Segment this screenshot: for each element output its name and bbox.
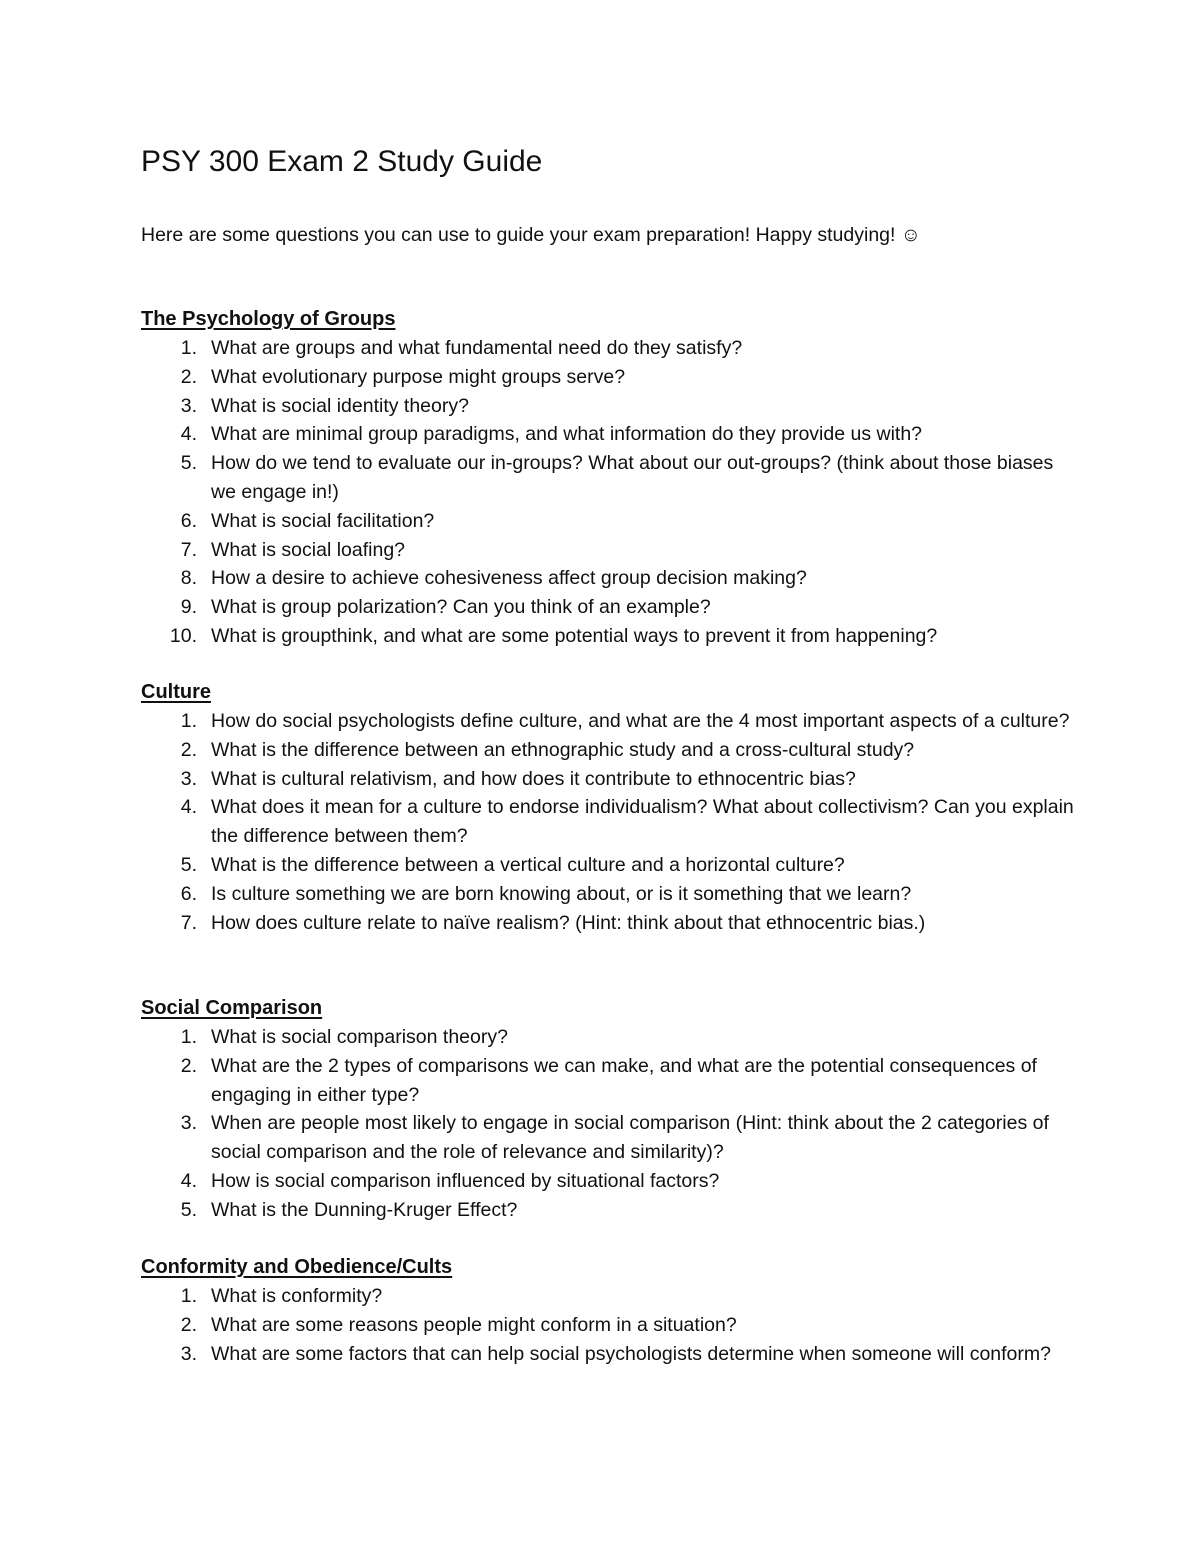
- item-number: 2.: [180, 365, 197, 388]
- item-number: 3.: [180, 1112, 197, 1135]
- section-culture: [141, 678, 1081, 937]
- question-text: What is social facilitation?: [211, 509, 435, 532]
- item-number: 5.: [180, 853, 197, 876]
- section-heading: The Psychology of Groups: [141, 308, 396, 330]
- question-text: What is social identity theory?: [211, 394, 469, 417]
- list-item: [141, 1196, 1081, 1225]
- item-number: 3.: [180, 1342, 197, 1365]
- list-item: [141, 880, 1081, 909]
- question-list: [141, 1282, 1081, 1368]
- list-item: [141, 736, 1081, 765]
- list-item: [141, 1340, 1081, 1369]
- question-list: [141, 334, 1081, 651]
- question-text: What are some reasons people might conform in a situation?: [211, 1313, 737, 1336]
- question-text: What does it mean for a culture to endorse individualism? What about collectivism? Can you explain the difference between them?: [211, 796, 1074, 848]
- item-number: 3.: [180, 394, 197, 417]
- question-text: What is the difference between a vertical culture and a horizontal culture?: [211, 853, 845, 876]
- question-text: What is group polarization? Can you think of an example?: [211, 596, 711, 619]
- list-item: [141, 536, 1081, 565]
- question-text: What are groups and what fundamental need do they satisfy?: [211, 337, 743, 359]
- list-item: [141, 1311, 1081, 1340]
- question-text: What is the difference between an ethnographic study and a cross-cultural study?: [211, 738, 915, 761]
- question-text: What is conformity?: [211, 1285, 383, 1307]
- question-text: What evolutionary purpose might groups serve?: [211, 365, 626, 388]
- list-item: [141, 593, 1081, 622]
- item-number: 1.: [180, 1026, 197, 1048]
- item-number: 3.: [180, 767, 197, 790]
- item-number: 5.: [180, 452, 197, 475]
- question-text: What are the 2 types of comparisons we can make, and what are the potential consequences of engaging in either type?: [211, 1054, 1037, 1106]
- question-list: [141, 707, 1081, 937]
- question-text: How do social psychologists define culture, and what are the 4 most important aspects of a culture?: [211, 710, 1070, 732]
- item-number: 10.: [169, 624, 197, 647]
- list-item: [141, 909, 1081, 938]
- section-heading: Conformity and Obedience/Cults: [141, 1256, 453, 1278]
- list-item: [141, 420, 1081, 449]
- item-number: 6.: [180, 509, 197, 532]
- item-number: 4.: [180, 1169, 197, 1192]
- item-number: 1.: [180, 710, 197, 732]
- question-text: What are some factors that can help social psychologists determine when someone will conform?: [211, 1342, 1051, 1365]
- question-text: How does culture relate to naïve realism? (Hint: think about that ethnocentric bias.): [211, 911, 926, 934]
- item-number: 9.: [180, 596, 197, 619]
- question-text: Is culture something we are born knowing about, or is it something that we learn?: [211, 882, 912, 905]
- list-item: [141, 363, 1081, 392]
- question-text: What are minimal group paradigms, and what information do they provide us with?: [211, 423, 923, 446]
- question-text: How is social comparison influenced by situational factors?: [211, 1169, 720, 1192]
- list-item: [141, 851, 1081, 880]
- item-number: 2.: [180, 1054, 197, 1077]
- question-text: What is social loafing?: [211, 538, 406, 561]
- section-heading: Social Comparison: [141, 997, 323, 1019]
- list-item: [141, 1109, 1081, 1167]
- question-text: What is groupthink, and what are some potential ways to prevent it from happening?: [211, 624, 938, 647]
- item-number: 1.: [180, 337, 197, 359]
- list-item: [141, 765, 1081, 794]
- section-conformity-obedience-cults: [141, 1253, 1081, 1368]
- intro-paragraph: Here are some questions you can use to guide your exam preparation! Happy studying! ☺: [141, 224, 921, 246]
- item-number: 8.: [180, 567, 197, 590]
- section-psychology-of-groups: [141, 305, 1081, 651]
- item-number: 2.: [180, 1313, 197, 1336]
- page-title: PSY 300 Exam 2 Study Guide: [141, 145, 543, 178]
- list-item: [141, 449, 1081, 507]
- list-item: [141, 622, 1081, 651]
- list-item: [141, 707, 1081, 736]
- item-number: 4.: [180, 423, 197, 446]
- item-number: 6.: [180, 882, 197, 905]
- list-item: [141, 334, 1081, 363]
- list-item: [141, 1052, 1081, 1110]
- item-number: 5.: [180, 1198, 197, 1221]
- item-number: 7.: [180, 538, 197, 561]
- question-text: What is the Dunning-Kruger Effect?: [211, 1198, 518, 1221]
- question-text: What is social comparison theory?: [211, 1026, 508, 1048]
- item-number: 2.: [180, 738, 197, 761]
- question-text: What is cultural relativism, and how does it contribute to ethnocentric bias?: [211, 767, 856, 790]
- list-item: [141, 1167, 1081, 1196]
- list-item: [141, 1282, 1081, 1311]
- list-item: [141, 507, 1081, 536]
- section-heading: Culture: [141, 681, 211, 703]
- list-item: [141, 1023, 1081, 1052]
- question-list: [141, 1023, 1081, 1225]
- list-item: [141, 392, 1081, 421]
- question-text: When are people most likely to engage in social comparison (Hint: think about the 2 categories of social comparison and the role of relevance and similarity)?: [211, 1112, 1049, 1164]
- question-text: How do we tend to evaluate our in-groups? What about our out-groups? (think about those biases we engage in!): [211, 452, 1054, 503]
- list-item: [141, 793, 1081, 851]
- section-social-comparison: [141, 994, 1081, 1225]
- item-number: 7.: [180, 911, 197, 934]
- question-text: How a desire to achieve cohesiveness affect group decision making?: [211, 567, 807, 590]
- item-number: 1.: [180, 1285, 197, 1307]
- list-item: [141, 564, 1081, 593]
- item-number: 4.: [180, 796, 197, 819]
